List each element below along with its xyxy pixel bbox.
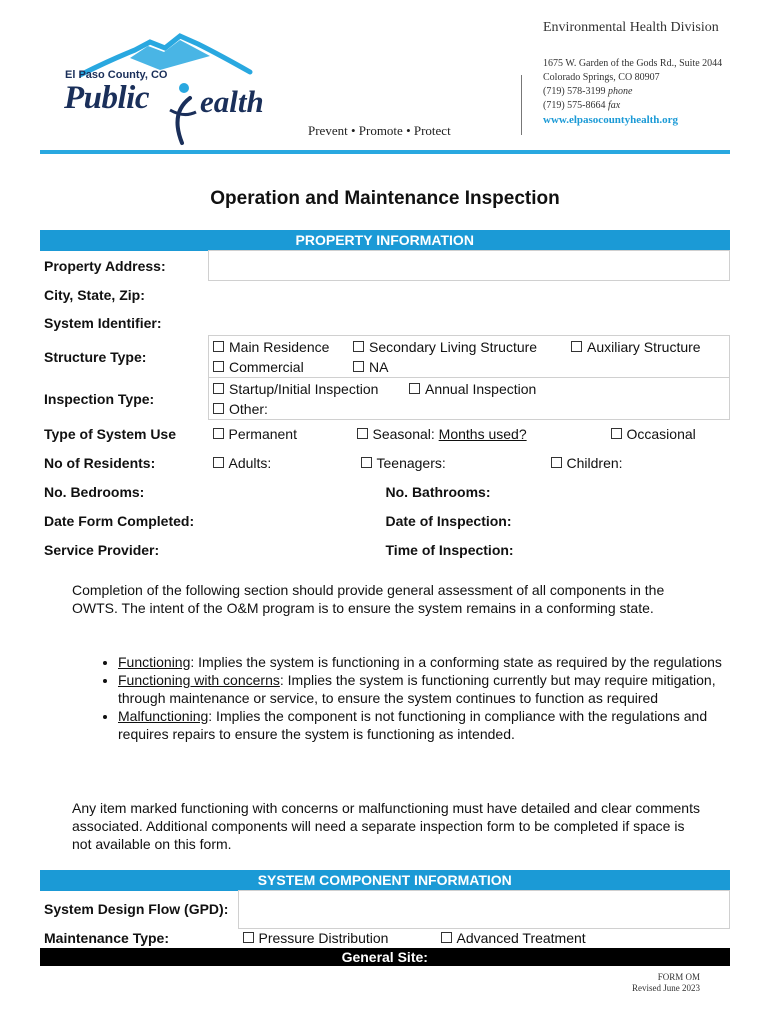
months-used-prompt: Months used?	[438, 426, 527, 443]
fax-label: fax	[608, 100, 621, 111]
annual-inspection-checkbox[interactable]: Annual Inspection	[409, 379, 536, 399]
advanced-treatment-checkbox[interactable]: Advanced Treatment	[441, 930, 586, 946]
auxiliary-structure-checkbox[interactable]: Auxiliary Structure	[571, 337, 701, 357]
city-state-zip-label: City, State, Zip:	[44, 287, 145, 303]
design-flow-label: System Design Flow (GPD):	[44, 901, 229, 917]
phone-number: (719) 578-3199	[543, 86, 606, 97]
header-accent-bar	[40, 150, 730, 154]
inspection-type-label: Inspection Type:	[44, 390, 155, 407]
system-component-header: SYSTEM COMPONENT INFORMATION	[40, 870, 730, 891]
seasonal-checkbox[interactable]: Seasonal: Months used?	[357, 426, 611, 442]
secondary-living-checkbox[interactable]: Secondary Living Structure	[353, 337, 571, 357]
na-checkbox[interactable]: NA	[353, 357, 388, 377]
list-item: • Functioning with concerns: Implies the system is functioning currently but may require mitigation, through maintenance or service, to ensure the system continues to function as required	[118, 671, 758, 707]
header-divider	[521, 75, 522, 135]
address-line2: Colorado Springs, CO 80907	[543, 72, 660, 83]
address-line1: 1675 W. Garden of the Gods Rd., Suite 2044	[543, 58, 723, 69]
date-completed-label: Date Form Completed:	[44, 513, 195, 529]
maintenance-type-options	[239, 929, 730, 948]
property-information-table	[40, 230, 730, 564]
list-item: • Malfunctioning: Implies the component is not functioning in compliance with the regulations and requires repairs to ensure the system is functioning as intended.	[118, 707, 758, 743]
phone-label: phone	[608, 86, 633, 97]
commercial-checkbox[interactable]: Commercial	[213, 357, 353, 377]
teenagers-checkbox[interactable]: Teenagers:	[361, 455, 551, 471]
date-inspection-label: Date of Inspection:	[385, 513, 512, 529]
fax-number: (719) 575-8664	[543, 100, 606, 111]
pressure-distribution-checkbox[interactable]: Pressure Distribution	[243, 930, 441, 946]
contact-block	[543, 57, 722, 127]
system-component-table	[40, 870, 730, 966]
phone-line	[543, 85, 722, 99]
residents-label: No of Residents:	[44, 455, 156, 471]
occasional-checkbox[interactable]: Occasional	[611, 426, 696, 442]
logo-county-text: El Paso County, CO	[65, 69, 168, 81]
property-info-header: PROPERTY INFORMATION	[40, 230, 730, 251]
city-state-zip-field[interactable]	[209, 281, 730, 310]
list-item: • Functioning: Implies the system is functioning in a conforming state as required by the regulations	[118, 653, 758, 671]
system-identifier-field[interactable]	[209, 310, 730, 336]
fax-line	[543, 99, 722, 113]
property-address-label: Property Address:	[44, 257, 166, 274]
system-use-options	[209, 420, 730, 449]
status-definitions-list	[72, 653, 758, 743]
bedrooms-label: No. Bedrooms:	[44, 484, 145, 500]
children-checkbox[interactable]: Children:	[551, 455, 623, 471]
permanent-checkbox[interactable]: Permanent	[213, 426, 357, 442]
general-site-header: General Site:	[40, 948, 730, 966]
time-inspection-label: Time of Inspection:	[385, 541, 514, 558]
system-identifier-label: System Identifier:	[44, 314, 162, 331]
revision-date: Revised June 2023	[632, 983, 700, 993]
startup-inspection-checkbox[interactable]: Startup/Initial Inspection	[213, 379, 409, 399]
structure-type-label: Structure Type:	[44, 348, 147, 365]
other-inspection-checkbox[interactable]: Other:	[213, 399, 268, 419]
property-address-field[interactable]	[209, 251, 730, 281]
website-link[interactable]: www.elpasocountyhealth.org	[543, 114, 679, 126]
structure-type-options	[209, 336, 730, 378]
bathrooms-label: No. Bathrooms:	[385, 484, 491, 500]
inspection-type-options	[209, 378, 730, 420]
logo-public-text: Public	[64, 80, 149, 116]
form-footer	[600, 972, 700, 994]
maintenance-type-label: Maintenance Type:	[44, 930, 169, 946]
system-use-label: Type of System Use	[44, 426, 177, 442]
form-id: FORM OM	[657, 972, 700, 982]
form-title: Operation and Maintenance Inspection	[210, 188, 560, 209]
main-residence-checkbox[interactable]: Main Residence	[213, 337, 353, 357]
adults-checkbox[interactable]: Adults:	[213, 455, 361, 471]
residents-options	[209, 449, 730, 478]
logo-health-text: ealth	[200, 84, 264, 119]
division-name: Environmental Health Division	[543, 20, 719, 35]
logo-tagline: Prevent • Promote • Protect	[308, 123, 451, 138]
note-paragraph: Any item marked functioning with concerns or malfunctioning must have detailed and clear comments associated. Additional components will need a separate inspection form to be completed if space is not available on this form.	[72, 800, 700, 852]
design-flow-field[interactable]	[239, 891, 730, 929]
logo-h-swoosh-icon	[160, 78, 202, 148]
intro-paragraph: Completion of the following section should provide general assessment of all components in the OWTS. The intent of the O&M program is to ensure the system remains in a conforming state.	[72, 582, 665, 616]
service-provider-label: Service Provider:	[44, 541, 160, 558]
